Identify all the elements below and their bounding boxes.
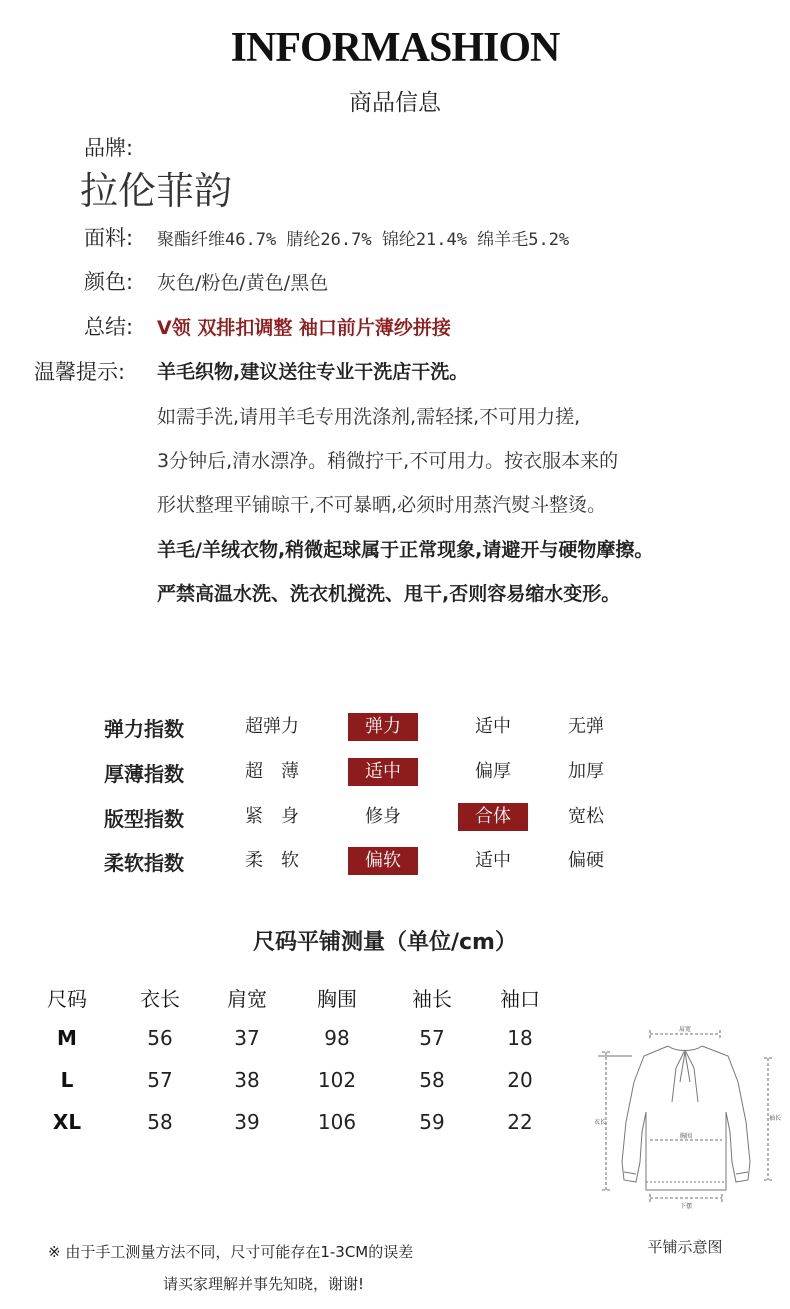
size-table-cell: 106 <box>317 1110 357 1134</box>
flat-measure-diagram <box>588 1022 784 1212</box>
tip-line: 如需手洗,请用羊毛专用洗涤剂,需轻揉,不可用力搓, <box>157 406 581 428</box>
size-table-cell: 22 <box>507 1110 533 1134</box>
index-option-selected: 弹力 <box>348 713 418 741</box>
index-option: 无弹 <box>568 716 604 737</box>
index-option: 紧 身 <box>245 806 299 827</box>
size-table-cell: 38 <box>234 1068 260 1092</box>
diagram-label-sleeve: 袖长 <box>768 1115 782 1122</box>
index-option-selected: 合体 <box>458 803 528 831</box>
summary-value: V领 双排扣调整 袖口前片薄纱拼接 <box>157 317 451 339</box>
page-subtitle: 商品信息 <box>349 90 441 116</box>
index-label: 厚薄指数 <box>104 762 184 786</box>
size-table-header: 尺码 <box>47 987 87 1011</box>
index-option: 偏硬 <box>568 850 604 871</box>
size-table-header: 肩宽 <box>227 987 267 1011</box>
index-option: 偏厚 <box>475 761 511 782</box>
size-table-cell: 98 <box>324 1026 350 1050</box>
size-table-cell: 58 <box>419 1068 445 1092</box>
tip-line: 3分钟后,清水漂净。稍微拧干,不可用力。按衣服本来的 <box>157 450 619 472</box>
brand-name: 拉伦菲韵 <box>80 169 233 213</box>
color-value: 灰色/粉色/黄色/黑色 <box>157 272 329 294</box>
index-option-selected: 偏软 <box>348 847 418 875</box>
measurement-note-thanks: 请买家理解并事先知晓，谢谢! <box>163 1275 365 1293</box>
tip-line: 形状整理平铺晾干,不可暴晒,必须时用蒸汽熨斗整烫。 <box>157 494 607 516</box>
size-table-header: 衣长 <box>140 987 180 1011</box>
size-table-header: 袖长 <box>412 987 452 1011</box>
size-table-header: 袖口 <box>500 987 540 1011</box>
page-title: INFORMASHION <box>230 25 560 71</box>
index-label: 版型指数 <box>104 807 184 831</box>
index-option: 超弹力 <box>245 716 299 737</box>
index-option: 柔 软 <box>245 850 299 871</box>
summary-label: 总结: <box>84 315 134 339</box>
measurement-note: ※ 由于手工测量方法不同，尺寸可能存在1-3CM的误差 <box>48 1243 414 1261</box>
index-option-selected: 适中 <box>348 758 418 786</box>
size-table-size: M <box>57 1026 77 1050</box>
tip-line: 羊毛/羊绒衣物,稍微起球属于正常现象,请避开与硬物摩擦。 <box>157 539 654 561</box>
size-table-size: L <box>60 1068 74 1092</box>
size-table-cell: 37 <box>234 1026 260 1050</box>
size-table-header: 胸围 <box>317 987 357 1011</box>
index-option: 适中 <box>475 716 511 737</box>
size-table-cell: 57 <box>147 1068 173 1092</box>
index-label: 弹力指数 <box>104 717 184 741</box>
size-table-size: XL <box>52 1110 82 1134</box>
size-table-cell: 59 <box>419 1110 445 1134</box>
diagram-label-chest: 胸围 <box>679 1133 693 1140</box>
index-option: 宽松 <box>568 806 604 827</box>
index-option: 超 薄 <box>245 761 299 782</box>
index-option: 适中 <box>475 850 511 871</box>
size-table-cell: 58 <box>147 1110 173 1134</box>
tips-label: 温馨提示: <box>34 360 126 384</box>
diagram-label-length: 衣长 <box>593 1119 607 1126</box>
brand-label: 品牌: <box>84 136 134 160</box>
size-table-cell: 57 <box>419 1026 445 1050</box>
index-option: 修身 <box>365 806 401 827</box>
size-table-cell: 20 <box>507 1068 533 1092</box>
diagram-label-hem: 下摆 <box>679 1203 693 1210</box>
fabric-value: 聚酯纤维46.7% 腈纶26.7% 锦纶21.4% 绵羊毛5.2% <box>157 230 570 250</box>
index-option: 加厚 <box>568 761 604 782</box>
size-table-title: 尺码平铺测量（单位/cm） <box>252 930 517 955</box>
tip-line: 严禁高温水洗、洗衣机搅洗、甩干,否则容易缩水变形。 <box>157 583 621 605</box>
size-table-cell: 102 <box>317 1068 357 1092</box>
diagram-label-shoulder: 肩宽 <box>678 1026 692 1033</box>
index-label: 柔软指数 <box>104 851 184 875</box>
diagram-caption: 平铺示意图 <box>647 1238 723 1256</box>
size-table-cell: 18 <box>507 1026 533 1050</box>
fabric-label: 面料: <box>84 226 134 250</box>
size-table-cell: 39 <box>234 1110 260 1134</box>
color-label: 颜色: <box>84 270 134 294</box>
size-table-cell: 56 <box>147 1026 173 1050</box>
tip-line: 羊毛织物,建议送往专业干洗店干洗。 <box>157 361 469 383</box>
